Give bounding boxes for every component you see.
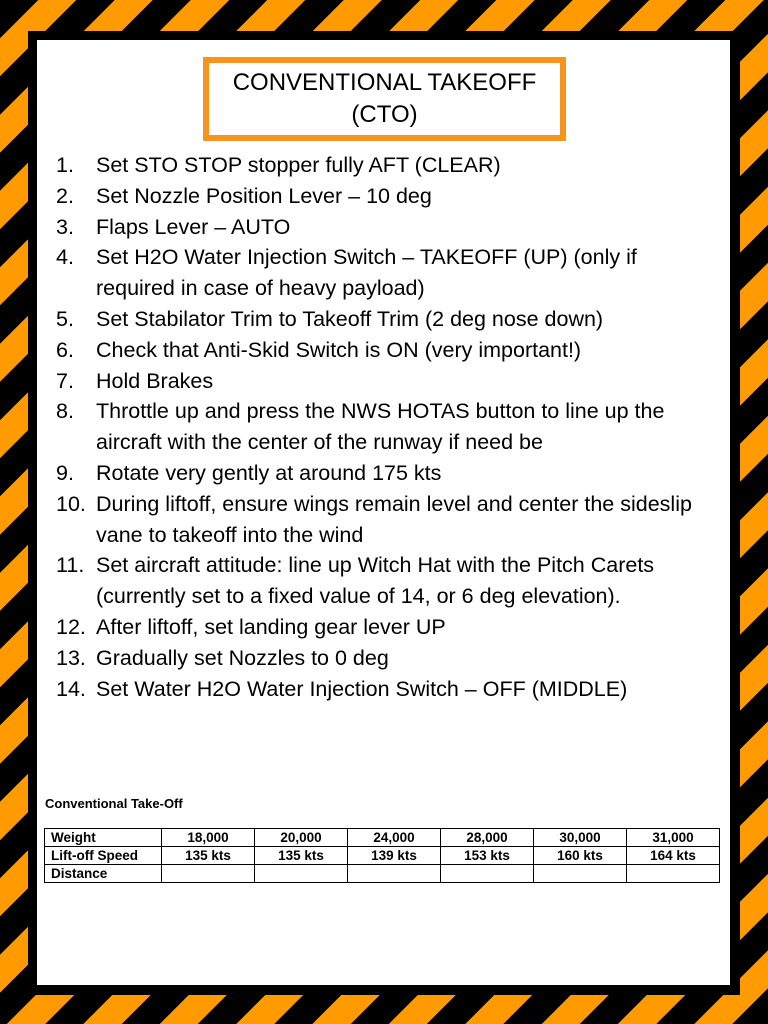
step-number: 13. (56, 645, 86, 670)
step-number: 5. (56, 306, 74, 331)
step-text: During liftoff, ensure wings remain level and center the sideslip vane to takeoff into the wind (96, 491, 692, 547)
checklist-item (56, 643, 716, 674)
step-number: 1. (56, 153, 74, 177)
checklist-item (56, 396, 716, 458)
table-cell (348, 865, 441, 883)
step-number: 4. (56, 245, 74, 270)
step-number: 11. (56, 553, 85, 578)
table-cell: 139 kts (348, 847, 441, 865)
step-number: 6. (56, 337, 74, 362)
checklist-item (56, 335, 716, 366)
table-cell (162, 865, 255, 883)
step-number: 3. (56, 214, 74, 239)
step-text: Throttle up and press the NWS HOTAS button to line up the aircraft with the center of the runway if need be (96, 399, 665, 455)
checklist-item (56, 674, 716, 705)
table-row (45, 829, 720, 847)
title-line-2: (CTO) (351, 101, 418, 128)
row-label: Distance (45, 865, 162, 883)
row-label: Lift-off Speed (45, 847, 162, 865)
step-number: 7. (56, 368, 74, 393)
table-title: Conventional Take-Off (45, 796, 183, 811)
step-text: Set aircraft attitude: line up Witch Hat with the Pitch Carets (currently set to a fixed value of 14, or 6 deg elevation). (96, 553, 655, 609)
step-text: Flaps Lever – AUTO (96, 214, 291, 239)
row-label: Weight (45, 829, 162, 847)
table-cell: 30,000 (534, 829, 627, 847)
table-cell (255, 865, 348, 883)
step-number: 12. (56, 614, 86, 639)
step-number: 9. (56, 460, 74, 485)
table-cell: 153 kts (441, 847, 534, 865)
checklist-item (56, 304, 716, 335)
table-cell: 160 kts (534, 847, 627, 865)
step-text: Gradually set Nozzles to 0 deg (96, 645, 389, 670)
table-row (45, 865, 720, 883)
checklist (56, 150, 716, 704)
step-text: Set Water H2O Water Injection Switch – OFF (MIDDLE) (96, 676, 628, 701)
table-cell: 24,000 (348, 829, 441, 847)
checklist-item (56, 242, 716, 304)
checklist-item (56, 458, 716, 489)
table-cell: 31,000 (627, 829, 720, 847)
table-cell (627, 865, 720, 883)
step-text: Check that Anti-Skid Switch is ON (very important!) (96, 337, 582, 362)
checklist-item (56, 150, 716, 181)
title-line-1: CONVENTIONAL TAKEOFF (232, 69, 537, 96)
checklist-item (56, 550, 716, 612)
table-cell (534, 865, 627, 883)
step-text: Set Stabilator Trim to Takeoff Trim (2 deg nose down) (96, 306, 604, 331)
checklist-item (56, 612, 716, 643)
step-number: 10. (56, 491, 86, 516)
table-cell (441, 865, 534, 883)
checklist-item (56, 212, 716, 243)
step-text: Set H2O Water Injection Switch – TAKEOFF (UP) (only if required in case of heavy payload) (96, 245, 637, 301)
table-cell: 135 kts (162, 847, 255, 865)
table-cell: 20,000 (255, 829, 348, 847)
checklist-item (56, 366, 716, 397)
checklist-item (56, 489, 716, 551)
step-text: Hold Brakes (96, 368, 214, 393)
table-cell: 18,000 (162, 829, 255, 847)
table-cell: 135 kts (255, 847, 348, 865)
step-number: 14. (56, 676, 86, 701)
step-number: 2. (56, 183, 74, 208)
table-cell: 28,000 (441, 829, 534, 847)
table-cell: 164 kts (627, 847, 720, 865)
step-text: Rotate very gently at around 175 kts (96, 460, 442, 485)
takeoff-table (44, 828, 720, 883)
checklist-item (56, 181, 716, 212)
table-row (45, 847, 720, 865)
step-text: Set STO STOP stopper fully AFT (CLEAR) (96, 153, 501, 177)
step-text: After liftoff, set landing gear lever UP (96, 614, 446, 639)
title-box (203, 57, 566, 141)
step-text: Set Nozzle Position Lever – 10 deg (96, 183, 432, 208)
step-number: 8. (56, 399, 74, 424)
